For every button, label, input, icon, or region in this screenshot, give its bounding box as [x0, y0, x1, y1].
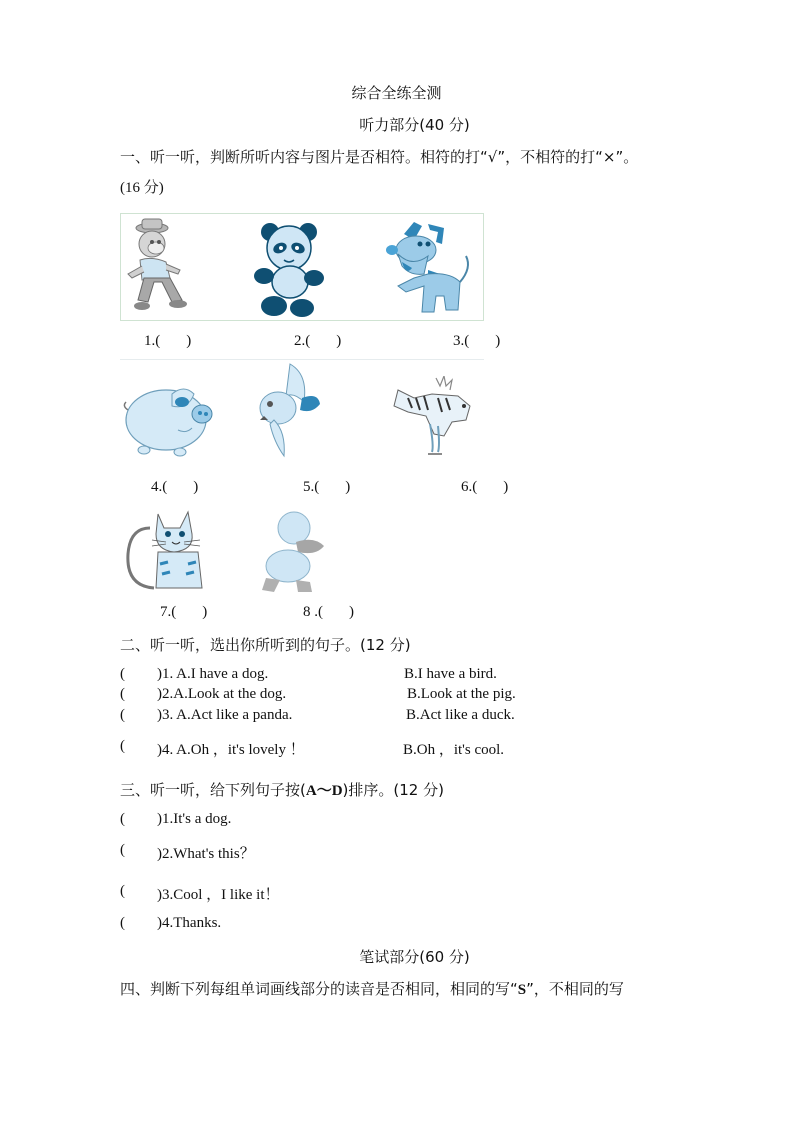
s2-q1-answer-blank[interactable]: (: [120, 666, 125, 682]
monkey-icon: [122, 216, 194, 316]
pig-icon: [122, 380, 216, 460]
s2-q2-option-b: B.Look at the pig.: [407, 686, 516, 702]
section3-instruction: 三、听一听，给下列句子按(A～D)排序。(12 分): [120, 781, 444, 799]
duck-icon: [258, 506, 330, 594]
picture-5-answer[interactable]: 5.( ): [303, 479, 351, 495]
cat-icon: [122, 506, 220, 594]
s3-q4-sentence: )4.Thanks.: [157, 915, 222, 931]
s3-q2-sentence: )2.What's this？: [157, 846, 255, 862]
picture-7-answer[interactable]: 7.( ): [160, 604, 208, 620]
dog-icon: [384, 216, 474, 320]
section1-instruction: 一、听一听，判断所听内容与图片是否相符。相符的打“√”，不相符的打“×”。: [120, 148, 639, 166]
picture-4-answer[interactable]: 4.( ): [151, 479, 199, 495]
s3-q4-answer-blank[interactable]: (: [120, 915, 125, 931]
s2-q3-answer-blank[interactable]: (: [120, 707, 125, 723]
section2-instruction: 二、听一听，选出你所听到的句子。(12 分): [120, 636, 411, 654]
panda-icon: [254, 220, 326, 320]
writing-part-heading: 笔试部分(60 分): [359, 948, 470, 966]
picture-2-answer[interactable]: 2.( ): [294, 333, 342, 349]
s3-q2-answer-blank[interactable]: (: [120, 842, 125, 858]
listening-part-heading: 听力部分(40 分): [359, 116, 470, 134]
s3-q1-sentence: )1.It's a dog.: [157, 811, 232, 827]
picture-1-answer[interactable]: 1.( ): [144, 333, 192, 349]
s2-q4-option-a: )4. A.Oh ，it's lovely ！: [157, 742, 305, 758]
divider-line: [120, 359, 484, 360]
picture-3-answer[interactable]: 3.( ): [453, 333, 501, 349]
section4-instruction: 四、判断下列每组单词画线部分的读音是否相同，相同的写“S”，不相同的写: [120, 980, 624, 998]
bird-icon: [256, 362, 326, 460]
s2-q3-option-b: B.Act like a duck.: [406, 707, 515, 723]
s3-q1-answer-blank[interactable]: (: [120, 811, 125, 827]
s2-q1-option-a: )1. A.I have a dog.: [157, 666, 269, 682]
section1-score: (16 分): [120, 180, 164, 196]
picture-6-answer[interactable]: 6.( ): [461, 479, 509, 495]
s3-q3-answer-blank[interactable]: (: [120, 883, 125, 899]
s3-q3-sentence: )3.Cool ，I like it！: [157, 887, 280, 903]
tiger-icon: [388, 376, 476, 458]
s2-q1-option-b: B.I have a bird.: [404, 666, 497, 682]
page-title: 综合全练全测: [351, 84, 442, 102]
s2-q2-option-a: )2.A.Look at the dog.: [157, 686, 287, 702]
s2-q4-answer-blank[interactable]: (: [120, 738, 125, 754]
s2-q4-option-b: B.Oh ，it's cool.: [403, 742, 505, 758]
s2-q2-answer-blank[interactable]: (: [120, 686, 125, 702]
s2-q3-option-a: )3. A.Act like a panda.: [157, 707, 293, 723]
picture-8-answer[interactable]: 8 .( ): [303, 604, 354, 620]
